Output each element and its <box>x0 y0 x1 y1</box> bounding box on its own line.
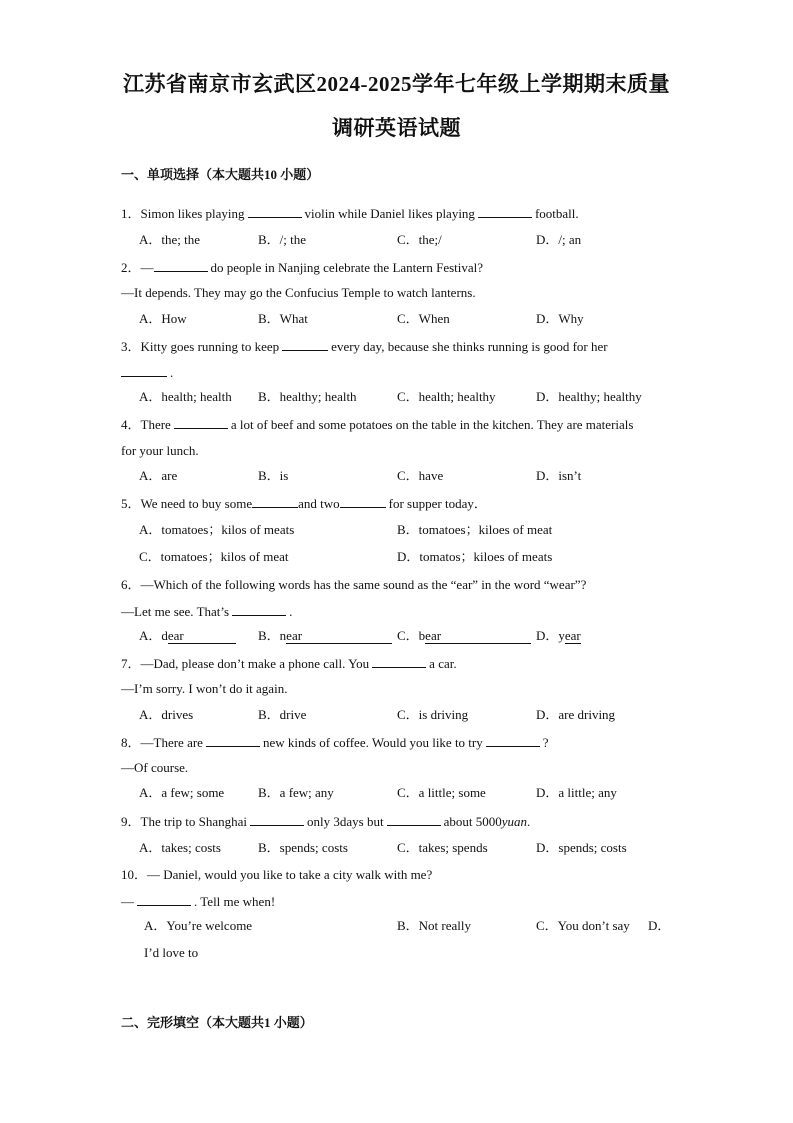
answer-blank <box>121 364 167 377</box>
q10-option-d[interactable]: D． <box>648 918 671 933</box>
question-3: 3．Kitty goes running to keep every day, because she thinks running is good for her <box>121 339 608 354</box>
q7-option-d[interactable]: D．are driving <box>536 707 616 722</box>
q8-option-c[interactable]: C．a little; some <box>397 785 486 800</box>
q3-option-d[interactable]: D．healthy; healthy <box>536 389 642 404</box>
answer-blank <box>486 734 540 747</box>
question-8-response: —Of course. <box>121 760 189 775</box>
answer-blank <box>340 495 386 508</box>
q9-option-d[interactable]: D．spends; costs <box>536 840 627 855</box>
q5-option-d[interactable]: D．tomatos；kiloes of meats <box>397 549 553 564</box>
q3-option-a[interactable]: A．health; health <box>139 389 232 404</box>
q6-option-a[interactable]: A．dear <box>139 628 236 644</box>
question-6: 6．—Which of the following words has the same sound as the “ear” in the word “wear”? <box>121 577 587 592</box>
q5-option-a[interactable]: A．tomatoes；kilos of meats <box>139 522 295 537</box>
question-4-continued: for your lunch. <box>121 443 199 458</box>
q3-option-c[interactable]: C．health; healthy <box>397 389 496 404</box>
q1-option-c[interactable]: C．the;/ <box>397 232 442 247</box>
answer-blank <box>248 205 302 218</box>
exam-title-line2: 调研英语试题 <box>332 116 461 140</box>
question-7-response: —I’m sorry. I won’t do it again. <box>121 681 288 696</box>
q10-option-d-text[interactable]: I’d love to <box>144 945 199 960</box>
section-heading-multiple-choice: 一、单项选择（本大题共10 小题） <box>121 167 320 182</box>
question-3-continued: . <box>121 364 173 381</box>
answer-blank <box>174 416 228 429</box>
q10-option-b[interactable]: B．Not really <box>397 918 472 933</box>
answer-blank <box>206 734 260 747</box>
answer-blank <box>387 813 441 826</box>
answer-blank <box>478 205 532 218</box>
q4-option-d[interactable]: D．isn’t <box>536 468 582 483</box>
q2-option-c[interactable]: C．When <box>397 311 450 326</box>
answer-blank <box>137 893 191 906</box>
q5-option-b[interactable]: B．tomatoes；kiloes of meat <box>397 522 553 537</box>
question-5: 5．We need to buy some and two for supper today． <box>121 496 487 511</box>
q6-option-d[interactable]: D．year <box>536 628 581 643</box>
q9-option-a[interactable]: A．takes; costs <box>139 840 221 855</box>
q4-option-b[interactable]: B．is <box>258 468 289 483</box>
answer-blank <box>154 259 208 272</box>
question-10-response: — . Tell me when! <box>121 894 276 909</box>
question-1: 1．Simon likes playing violin while Daniel likes playing football. <box>121 206 579 221</box>
q8-option-b[interactable]: B．a few; any <box>258 785 334 800</box>
q6-option-b[interactable]: B．near <box>258 628 392 644</box>
q7-option-a[interactable]: A．drives <box>139 707 194 722</box>
q8-option-d[interactable]: D．a little; any <box>536 785 617 800</box>
q1-option-b[interactable]: B．/; the <box>258 232 307 247</box>
q4-option-a[interactable]: A．are <box>139 468 178 483</box>
question-10: 10．— Daniel, would you like to take a city walk with me? <box>121 867 433 882</box>
answer-blank <box>252 495 298 508</box>
q9-option-b[interactable]: B．spends; costs <box>258 840 348 855</box>
question-8: 8．—There are new kinds of coffee. Would you like to try ? <box>121 735 549 750</box>
question-2: 2．— do people in Nanjing celebrate the Lantern Festival? <box>121 260 484 275</box>
question-6-response: —Let me see. That’s . <box>121 604 293 619</box>
question-7: 7．—Dad, please don’t make a phone call. You a car. <box>121 656 457 671</box>
answer-blank <box>232 603 286 616</box>
answer-blank <box>250 813 304 826</box>
q2-option-a[interactable]: A．How <box>139 311 187 326</box>
q3-option-b[interactable]: B．healthy; health <box>258 389 357 404</box>
q2-option-b[interactable]: B．What <box>258 311 308 326</box>
q8-option-a[interactable]: A．a few; some <box>139 785 225 800</box>
q9-option-c[interactable]: C．takes; spends <box>397 840 488 855</box>
question-2-response: —It depends. They may go the Confucius Temple to watch lanterns. <box>121 285 476 300</box>
q7-option-b[interactable]: B．drive <box>258 707 307 722</box>
q1-option-d[interactable]: D．/; an <box>536 232 582 247</box>
q5-option-c[interactable]: C．tomatoes；kilos of meat <box>139 549 289 564</box>
q1-option-a[interactable]: A．the; the <box>139 232 201 247</box>
q10-option-c[interactable]: C．You don’t say <box>536 918 630 933</box>
answer-blank <box>282 338 328 351</box>
q7-option-c[interactable]: C．is driving <box>397 707 469 722</box>
q6-option-c[interactable]: C．bear <box>397 628 531 644</box>
q2-option-d[interactable]: D．Why <box>536 311 584 326</box>
question-4: 4．There a lot of beef and some potatoes on the table in the kitchen. They are materials <box>121 417 634 432</box>
exam-title-line1: 江苏省南京市玄武区2024-2025学年七年级上学期期末质量 <box>123 72 670 96</box>
section-heading-cloze: 二、完形填空（本大题共1 小题） <box>121 1015 313 1030</box>
q4-option-c[interactable]: C．have <box>397 468 444 483</box>
answer-blank <box>372 655 426 668</box>
question-9: 9．The trip to Shanghai only 3days but about 5000yuan. <box>121 814 531 829</box>
q10-option-a[interactable]: A．You’re welcome <box>144 918 253 933</box>
